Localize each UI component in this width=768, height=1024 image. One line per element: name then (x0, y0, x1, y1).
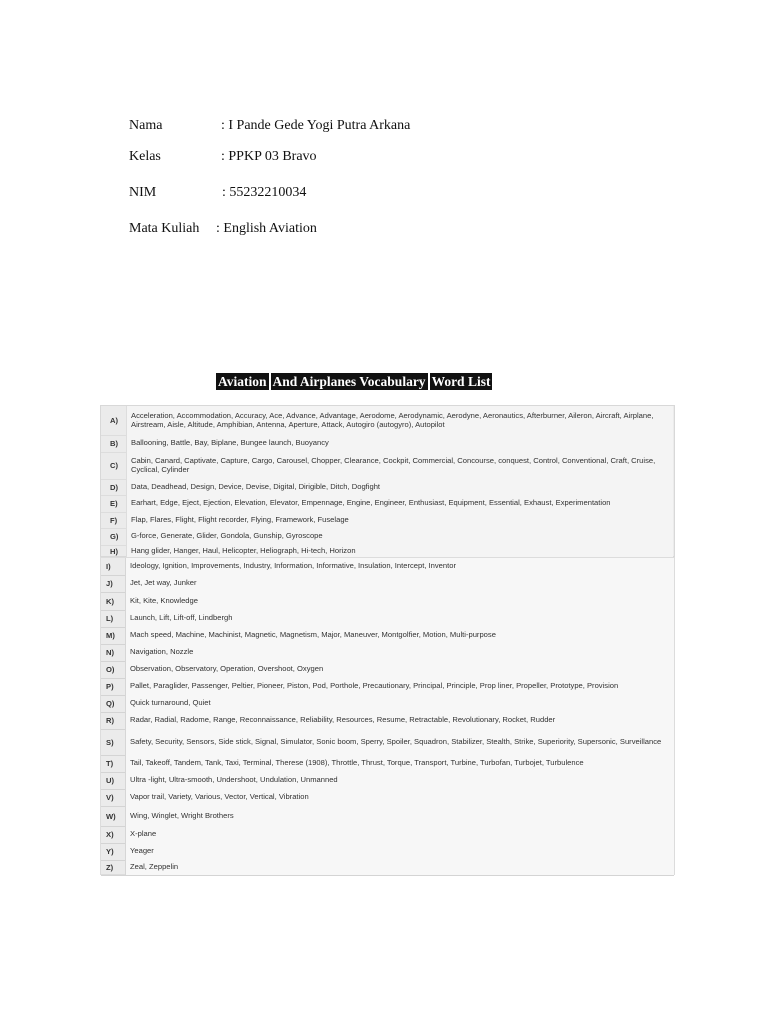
nama-value: : I Pande Gede Yogi Putra Arkana (221, 118, 411, 133)
vocab-row (101, 826, 674, 844)
vocab-letter: C) (110, 461, 119, 470)
vocab-letter: Y) (106, 847, 114, 856)
vocab-row (101, 452, 673, 480)
vocab-letter: R) (106, 716, 115, 725)
vocab-words: Radar, Radial, Radome, Range, Reconnaissance, Reliability, Resources, Resume, Retractable, Revolutionary, Rocket, Rudder (125, 712, 674, 729)
vocab-row (101, 558, 674, 576)
vocab-letter: O) (106, 665, 115, 674)
matkul-value: : English Aviation (216, 221, 317, 236)
vocab-letter: H) (110, 546, 119, 556)
vocab-words: Mach speed, Machine, Machinist, Magnetic, Magnetism, Major, Maneuver, Montgolfier, Motion, Multi-purpose (125, 627, 674, 644)
vocab-letter: V) (106, 793, 114, 802)
vocab-row (101, 592, 674, 611)
vocab-words: Ultra -light, Ultra-smooth, Undershoot, Undulation, Unmanned (125, 772, 674, 789)
vocab-words: Observation, Observatory, Operation, Overshoot, Oxygen (125, 661, 674, 678)
kelas-value: : PPKP 03 Bravo (221, 149, 317, 164)
vocab-words: G-force, Generate, Glider, Gondola, Gunship, Gyroscope (126, 528, 673, 545)
vocab-words: Launch, Lift, Lift-off, Lindbergh (125, 610, 674, 627)
vocab-row (101, 512, 673, 529)
vocab-words: Cabin, Canard, Captivate, Capture, Cargo, Carousel, Chopper, Clearance, Cockpit, Commercial, Concourse, conquest, Control, Conventional, Craft, Cruise, Cyclical, Cylinder (126, 452, 673, 479)
vocab-row (101, 729, 674, 756)
vocab-letter: N) (106, 648, 115, 657)
vocab-row (101, 406, 673, 436)
title-segment-aviation: Aviation (218, 374, 267, 389)
vocab-words: Vapor trail, Variety, Various, Vector, Vertical, Vibration (125, 789, 674, 806)
vocab-letter: B) (110, 439, 119, 448)
vocab-words: Ballooning, Battle, Bay, Biplane, Bungee launch, Buoyancy (126, 435, 673, 452)
vocab-words: Acceleration, Accommodation, Accuracy, Ace, Advance, Advantage, Aerodome, Aerodynamic, Aerodyne, Aeronautics, Afterburner, Aileron, Aircraft, Airplane, Airstream, Aisle, Altitude, Amphibian, Antenna, Aperture, Attack, Autogiro (autogyro), Autopilot (126, 406, 673, 435)
vocab-letter: F) (110, 515, 118, 525)
vocab-row (101, 435, 673, 453)
vocab-row (101, 495, 673, 513)
vocab-letter: S) (106, 737, 114, 747)
vocab-letter: L) (106, 614, 114, 623)
vocabulary-table (100, 405, 675, 875)
vocab-row (101, 772, 674, 790)
kelas-row (129, 149, 529, 169)
vocab-words: Navigation, Nozzle (125, 644, 674, 661)
vocab-row (101, 695, 674, 713)
vocab-row (101, 627, 674, 645)
vocab-letter: I) (106, 562, 111, 571)
vocab-row (101, 843, 674, 861)
vocab-words: Hang glider, Hanger, Haul, Helicopter, Heliograph, Hi-tech, Horizon (126, 545, 673, 557)
vocab-letter: P) (106, 682, 114, 691)
vocab-row (101, 860, 674, 876)
title-segment-airplanes-vocabulary: And Airplanes Vocabulary (272, 374, 426, 389)
nim-row (129, 185, 529, 205)
vocab-row (101, 528, 673, 546)
vocab-row (101, 610, 674, 628)
document-title (216, 373, 492, 390)
kelas-label: Kelas (129, 149, 161, 164)
vocab-words: Data, Deadhead, Design, Device, Devise, Digital, Dirigible, Ditch, Dogfight (126, 479, 673, 495)
vocab-row (101, 806, 674, 827)
vocab-row (101, 755, 674, 773)
vocabulary-block-a-h (100, 405, 675, 557)
vocab-words: Yeager (125, 843, 674, 860)
vocab-words: X-plane (125, 826, 674, 843)
vocabulary-block-i-z (100, 557, 675, 875)
nim-label: NIM (129, 185, 157, 200)
nama-row (129, 118, 529, 138)
vocab-row (101, 644, 674, 662)
vocab-row (101, 479, 673, 496)
vocab-letter: U) (106, 776, 115, 785)
vocab-words: Flap, Flares, Flight, Flight recorder, Flying, Framework, Fuselage (126, 512, 673, 528)
matkul-label: Mata Kuliah (129, 221, 200, 236)
vocab-letter: Q) (106, 699, 115, 708)
vocab-letter: J) (106, 579, 113, 588)
vocab-row (101, 575, 674, 593)
vocab-words: Jet, Jet way, Junker (125, 575, 674, 592)
vocab-words: Pallet, Paraglider, Passenger, Peltier, Pioneer, Piston, Pod, Porthole, Precautionary, Principal, Principle, Prop liner, Propeller, Prototype, Provision (125, 678, 674, 695)
vocab-words: Ideology, Ignition, Improvements, Industry, Information, Informative, Insulation, Intercept, Inventor (125, 558, 674, 575)
nim-value: : 55232210034 (222, 185, 307, 200)
vocab-letter: W) (106, 811, 116, 821)
nama-label: Nama (129, 118, 163, 133)
vocab-letter: K) (106, 596, 115, 606)
vocab-letter: A) (110, 416, 119, 425)
vocab-letter: T) (106, 759, 114, 768)
vocab-letter: M) (106, 631, 115, 640)
matkul-row (129, 221, 529, 241)
vocab-words: Tail, Takeoff, Tandem, Tank, Taxi, Terminal, Therese (1908), Throttle, Thrust, Torque, Transport, Turbine, Turbofan, Turbojet, Turbulence (125, 755, 674, 772)
vocab-row (101, 678, 674, 696)
vocab-words: Zeal, Zeppelin (125, 860, 674, 875)
vocab-letter: G) (110, 532, 119, 541)
vocab-words: Earhart, Edge, Eject, Ejection, Elevation, Elevator, Empennage, Engine, Engineer, Enthusiast, Equipment, Essential, Exhaust, Experimentation (126, 495, 673, 512)
vocab-row (101, 661, 674, 679)
vocab-words: Kit, Kite, Knowledge (125, 592, 674, 610)
vocab-letter: Z) (106, 863, 114, 872)
vocab-words: Quick turnaround, Quiet (125, 695, 674, 712)
vocab-letter: D) (110, 482, 119, 492)
vocab-letter: E) (110, 499, 118, 508)
vocab-row (101, 789, 674, 807)
vocab-words: Wing, Winglet, Wright Brothers (125, 806, 674, 826)
vocab-letter: X) (106, 830, 114, 839)
vocab-row (101, 712, 674, 730)
title-segment-word-list: Word List (431, 374, 491, 389)
vocab-words: Safety, Security, Sensors, Side stick, Signal, Simulator, Sonic boom, Sperry, Spoiler, Squadron, Stabilizer, Stealth, Strike, Superiority, Supersonic, Surveillance (125, 729, 674, 755)
